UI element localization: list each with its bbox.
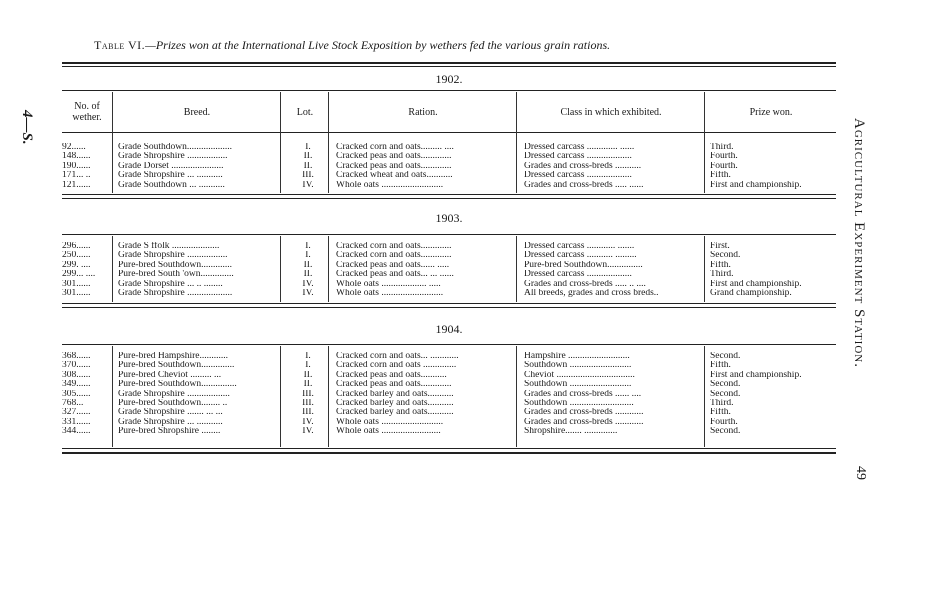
table-row — [62, 352, 836, 361]
cell-no: 331...... — [62, 417, 91, 427]
cell-breed: Pure-bred Shropshire ........ — [118, 427, 221, 437]
running-title: Agricultural Experiment Station. — [851, 118, 867, 368]
table-bottom-rule-thick — [62, 452, 836, 454]
table-row — [62, 171, 836, 180]
cell-prize: Third. — [710, 270, 734, 280]
cell-prize: Fourth. — [710, 161, 738, 171]
cell-prize: Fifth. — [710, 260, 731, 270]
cell-prize: Second. — [710, 389, 741, 399]
cell-no: 299... .... — [62, 270, 96, 280]
cell-breed: Grade Shropshire ....... ... ... — [118, 408, 223, 418]
cell-class: Dressed carcass ........... ......... — [524, 251, 637, 261]
cell-breed: Grade Shropshire .................. — [118, 389, 230, 399]
cell-ration: Cracked barley and oats........... — [336, 408, 454, 418]
cell-breed: Grade Shropshire ... ........... — [118, 417, 223, 427]
caption-label: Table VI. — [94, 38, 146, 52]
section-rule — [62, 234, 836, 235]
cell-breed: Pure-bred Southdown.............. — [118, 361, 235, 371]
cell-prize: First and championship. — [710, 370, 802, 380]
cell-class: Grades and cross-breds ..... ...... — [524, 180, 644, 190]
cell-class: Dressed carcass ................... — [524, 152, 632, 162]
header-top-rule — [62, 90, 836, 91]
cell-ration: Cracked corn and oats .............. — [336, 361, 457, 371]
cell-breed: Grade Shropshire ... .. ........ — [118, 279, 223, 289]
cell-class: Dressed carcass ............. ...... — [524, 143, 635, 152]
table-row — [62, 261, 836, 270]
cell-breed: Grade Dorset ...................... — [118, 161, 224, 171]
table-bottom-rule — [62, 448, 836, 449]
cell-ration: Cracked peas and oats............. — [336, 380, 452, 390]
cell-breed: Pure-bred South 'own.............. — [118, 270, 234, 280]
cell-breed: Grade S ffolk .................... — [118, 242, 220, 251]
section-rule-inner — [62, 198, 836, 199]
cell-lot: II. — [303, 380, 313, 390]
cell-lot: I. — [305, 361, 311, 371]
cell-no: 370...... — [62, 361, 91, 371]
table-row — [62, 251, 836, 260]
cell-class: Southdown ........................... — [524, 399, 634, 408]
page-number: 49 — [853, 466, 868, 480]
cell-breed: Grade Shropshire ................. — [118, 152, 228, 162]
cell-ration: Whole oats ......................... — [336, 427, 441, 437]
cell-lot: III. — [302, 399, 314, 408]
table-row — [62, 408, 836, 417]
cell-lot: I. — [305, 352, 311, 361]
cell-ration: Cracked corn and oats............. — [336, 242, 452, 251]
cell-prize: Third. — [710, 399, 734, 408]
cell-no: 92...... — [62, 143, 86, 152]
cell-prize: Second. — [710, 427, 741, 437]
cell-lot: III. — [302, 408, 314, 418]
cell-no: 305...... — [62, 389, 91, 399]
cell-ration: Cracked barley and oats........... — [336, 399, 454, 408]
cell-no: 368...... — [62, 352, 91, 361]
section-rule-inner — [62, 307, 836, 308]
cell-class: Dressed carcass ................... — [524, 171, 632, 181]
section-year-1904: 1904. — [435, 322, 463, 336]
printer-signature: 4—S. — [19, 110, 35, 145]
cell-no: 190...... — [62, 161, 91, 171]
cell-no: 250...... — [62, 251, 91, 261]
cell-lot: III. — [302, 171, 314, 181]
cell-no: 344...... — [62, 427, 91, 437]
header-lot: Lot. — [296, 107, 314, 118]
table-row — [62, 152, 836, 161]
header-prize: Prize won. — [749, 107, 793, 118]
cell-breed: Pure-bred Cheviot ......... ... — [118, 370, 222, 380]
cell-ration: Cracked peas and oats............. — [336, 161, 452, 171]
cell-no: 349...... — [62, 380, 91, 390]
cell-lot: II. — [303, 270, 313, 280]
cell-ration: Cracked peas and oats...... ..... — [336, 260, 450, 270]
table-row — [62, 242, 836, 251]
cell-class: Grades and cross-breds ...... .... — [524, 389, 642, 399]
section-year-1903: 1903. — [435, 211, 463, 225]
table-row — [62, 418, 836, 427]
cell-no: 301...... — [62, 279, 91, 289]
table-row — [62, 390, 836, 399]
header-ration: Ration. — [408, 107, 438, 118]
cell-ration: Cracked peas and oats... ... ...... — [336, 270, 454, 280]
cell-ration: Cracked corn and oats... ............ — [336, 352, 459, 361]
cell-class: Pure-bred Southdown............... — [524, 260, 643, 270]
cell-breed: Grade Southdown ... ........... — [118, 180, 225, 190]
cell-prize: Second. — [710, 380, 741, 390]
cell-no: 296...... — [62, 242, 91, 251]
cell-no: 148...... — [62, 152, 91, 162]
cell-class: Cheviot ................................. — [524, 370, 635, 380]
cell-prize: First and championship. — [710, 279, 802, 289]
table-row — [62, 289, 836, 298]
cell-no: 308...... — [62, 370, 91, 380]
cell-prize: Fifth. — [710, 361, 731, 371]
cell-prize: Second. — [710, 251, 741, 261]
cell-no: 121...... — [62, 180, 91, 190]
cell-breed: Grade Southdown................... — [118, 143, 232, 152]
header-bottom-rule — [62, 132, 836, 133]
cell-ration: Whole oats .......................... — [336, 417, 444, 427]
cell-ration: Cracked corn and oats......... .... — [336, 143, 454, 152]
cell-prize: Third. — [710, 143, 734, 152]
cell-lot: I. — [305, 143, 311, 152]
cell-ration: Whole oats .......................... — [336, 180, 444, 190]
cell-class: Grades and cross-breds ........... — [524, 161, 642, 171]
section-year-1902: 1902. — [435, 72, 463, 86]
cell-lot: II. — [303, 152, 313, 162]
section-rule — [62, 344, 836, 345]
cell-no: 171... .. — [62, 171, 91, 181]
cell-ration: Whole oats ................... ..... — [336, 279, 441, 289]
table-caption — [94, 38, 610, 53]
table-top-rule — [62, 62, 836, 64]
cell-class: Grades and cross-breds ..... .. .... — [524, 279, 646, 289]
cell-class: Grades and cross-breds ............ — [524, 417, 644, 427]
cell-class: Dressed carcass ................... — [524, 270, 632, 280]
table-row — [62, 361, 836, 370]
cell-breed: Pure-bred Hampshire............ — [118, 352, 229, 361]
table-top-rule-inner — [62, 66, 836, 67]
cell-prize: Fourth. — [710, 152, 738, 162]
cell-breed: Pure-bred Southdown........ .. — [118, 399, 228, 408]
table-row — [62, 399, 836, 408]
cell-breed: Grade Shropshire ... ........... — [118, 171, 223, 181]
cell-lot: III. — [302, 389, 314, 399]
cell-breed: Pure-bred Southdown............... — [118, 380, 237, 390]
header-no: No. of wether. — [72, 101, 102, 123]
cell-class: All breeds, grades and cross breds.. — [524, 289, 659, 298]
section-rule — [62, 194, 836, 195]
cell-no: 327...... — [62, 408, 91, 418]
cell-prize: Fifth. — [710, 171, 731, 181]
cell-lot: IV. — [302, 289, 314, 298]
cell-ration: Cracked corn and oats............. — [336, 251, 452, 261]
section-rule — [62, 303, 836, 304]
cell-breed: Grade Shropshire ................. — [118, 251, 228, 261]
cell-lot: I. — [305, 242, 311, 251]
cell-ration: Cracked peas and oats............. — [336, 152, 452, 162]
cell-lot: II. — [303, 370, 313, 380]
cell-ration: Cracked barley and oats........... — [336, 389, 454, 399]
cell-no: 301...... — [62, 289, 91, 298]
cell-prize: Second. — [710, 352, 741, 361]
cell-lot: II. — [303, 260, 313, 270]
table-row — [62, 280, 836, 289]
cell-prize: First. — [710, 242, 730, 251]
cell-ration: Cracked wheat and oats........... — [336, 171, 453, 181]
cell-class: Hampshire .......................... — [524, 352, 630, 361]
cell-class: Southdown .......................... — [524, 361, 632, 371]
cell-lot: IV. — [302, 279, 314, 289]
cell-no: 768... — [62, 399, 84, 408]
cell-prize: First and championship. — [710, 180, 802, 190]
caption-text: —Prizes won at the International Live Stock Exposition by wethers fed the various grain rations. — [145, 38, 611, 52]
cell-prize: Fourth. — [710, 417, 738, 427]
cell-no: 299. .... — [62, 260, 91, 270]
table-row — [62, 181, 836, 190]
cell-prize: Grand championship. — [710, 289, 792, 298]
table-row — [62, 371, 836, 380]
table-row — [62, 380, 836, 389]
cell-breed: Pure-bred Southdown............. — [118, 260, 232, 270]
cell-class: Southdown .......................... — [524, 380, 632, 390]
cell-ration: Whole oats .......................... — [336, 289, 444, 298]
cell-prize: Fifth. — [710, 408, 731, 418]
cell-lot: II. — [303, 161, 313, 171]
cell-lot: IV. — [302, 180, 314, 190]
header-breed: Breed. — [183, 107, 211, 118]
cell-lot: IV. — [302, 417, 314, 427]
cell-class: Shropshire....... .............. — [524, 427, 618, 437]
table-row — [62, 162, 836, 171]
cell-lot: I. — [305, 251, 311, 261]
table-row — [62, 270, 836, 279]
cell-lot: IV. — [302, 427, 314, 437]
table-row — [62, 143, 836, 152]
table-row — [62, 427, 836, 436]
cell-class: Grades and cross-breds ............ — [524, 408, 644, 418]
header-class: Class in which exhibited. — [560, 107, 662, 118]
cell-breed: Grade Shropshire ................... — [118, 289, 233, 298]
cell-class: Dressed carcass ............ ....... — [524, 242, 635, 251]
cell-ration: Cracked peas and oats........... — [336, 370, 447, 380]
